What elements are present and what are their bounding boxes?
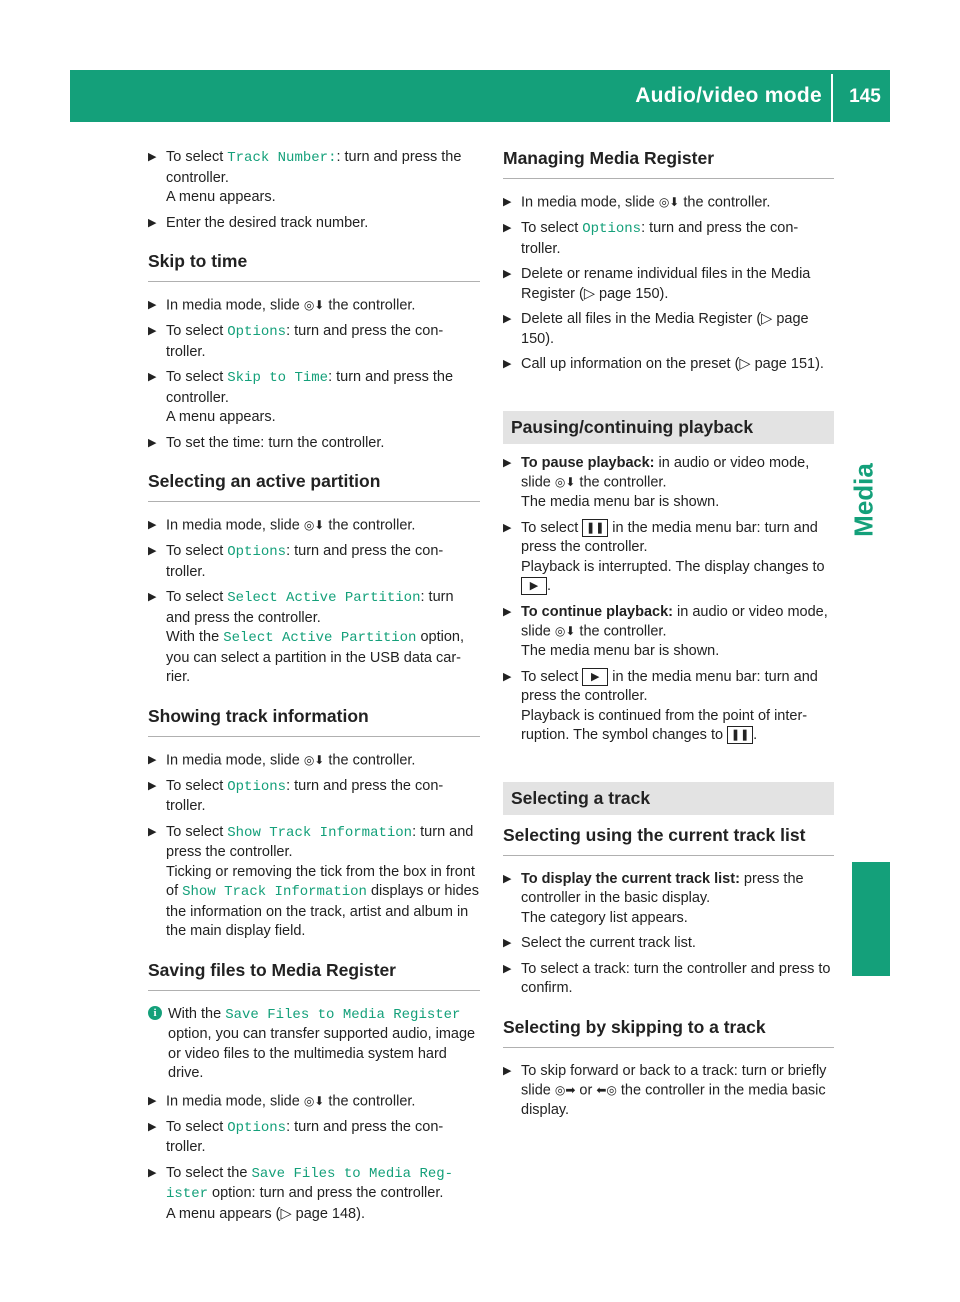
text-run: To set the time: turn the controller.: [166, 434, 385, 451]
pause-icon: ❚❚: [727, 726, 753, 744]
side-label-text: Media: [848, 463, 879, 537]
list-item: [148, 214, 480, 234]
text-run: the controller.: [575, 474, 667, 491]
menu-option-label: Skip to Time: [227, 370, 329, 387]
bold-label: To continue playback:: [521, 603, 674, 620]
list-item: [148, 148, 480, 208]
menu-option-label: Show Track Information: [227, 824, 413, 841]
spacer: [148, 239, 480, 251]
text-run: In media mode, slide: [166, 1093, 304, 1110]
text-run: To select: [521, 668, 583, 685]
text-run: in the media menu bar: turn and press the controller.: [521, 668, 818, 705]
text-run: : turn and press the con-troller.: [166, 1118, 444, 1156]
text-run: With the: [166, 629, 224, 646]
text-run: To select: [166, 369, 228, 386]
menu-option-label: Show Track Information: [182, 884, 367, 901]
text-run: Select the current track list.: [521, 935, 696, 952]
instruction-list: [148, 516, 480, 688]
list-item: [503, 310, 834, 349]
list-item: [503, 355, 834, 375]
text-run: To select: [166, 543, 228, 560]
text-run: or: [575, 1082, 597, 1099]
list-item: [148, 751, 480, 771]
text-run: In media mode, slide: [166, 297, 304, 314]
play-icon: ▶: [521, 577, 547, 595]
text-run: : turn and press the con-troller.: [166, 323, 444, 360]
text-run: option, you can select a partition in the USB data car-rier.: [166, 629, 465, 686]
bold-label: To pause playback:: [521, 454, 655, 471]
list-item: [148, 1092, 480, 1112]
controller-icon: ◎⬇: [303, 752, 325, 767]
text-run: the controller.: [679, 194, 771, 211]
text-run: To select: [521, 519, 583, 536]
instruction-list: [503, 870, 834, 999]
spacer: [503, 1005, 834, 1017]
list-item: [148, 434, 480, 454]
menu-option-label: Select Active Partition: [227, 590, 421, 607]
text-run: the controller.: [324, 517, 416, 534]
text-run: the controller.: [324, 1093, 416, 1110]
side-tab: [852, 862, 890, 976]
text-run: To select the: [166, 1164, 252, 1181]
text-run: To skip forward or back to a track: turn or briefly slide: [521, 1062, 827, 1099]
spacer: [503, 752, 834, 782]
text-run: in the media menu bar: turn and press the controller.: [521, 519, 818, 556]
text-run: To select: [166, 823, 228, 840]
menu-option-label: Options: [227, 324, 287, 341]
list-item: [503, 219, 834, 259]
list-item: [503, 870, 834, 929]
result-text: The category list appears.: [521, 909, 688, 926]
list-item: [503, 519, 834, 597]
result-text: A menu appears (▷ page 148).: [166, 1205, 365, 1222]
text-run: .: [753, 727, 758, 744]
text-run: Call up information on the preset (▷ page 151).: [521, 356, 824, 373]
list-item: [148, 588, 480, 688]
text-run: option: turn and press the controller.: [208, 1185, 444, 1202]
text-run: Delete or rename individual files in the Media Register (▷ page 150).: [521, 266, 811, 302]
text-run: Playback is continued from the point of inter-ruption. The symbol changes to: [521, 707, 808, 744]
controller-icon: ◎⬇: [303, 298, 325, 312]
result-text: A menu appears.: [166, 189, 276, 205]
text-run: To select a track: turn the controller and press to confirm.: [521, 960, 831, 997]
section-heading: Pausing/continuing playback: [503, 411, 834, 444]
list-item: [148, 823, 480, 942]
text-run: : turn and press the con-troller.: [166, 777, 444, 815]
text-run: the controller.: [324, 752, 416, 769]
menu-option-label: Track Number:: [227, 150, 337, 166]
list-item: [148, 542, 480, 582]
text-run: : turn and press the controller.: [166, 823, 474, 861]
list-item: [148, 777, 480, 817]
list-item: [148, 1118, 480, 1158]
spacer: [148, 948, 480, 960]
list-item: [148, 296, 480, 316]
instruction-list: [148, 751, 480, 942]
text-run: Enter the desired track number.: [166, 214, 369, 231]
text-run: Delete all files in the Media Register (▷ page 150).: [521, 311, 809, 347]
text-run: in audio or video mode, slide: [521, 603, 828, 640]
section-heading: Selecting an active partition: [148, 471, 480, 502]
text-run: In media mode, slide: [521, 194, 659, 211]
controller-icon: ⬅◎: [596, 1083, 617, 1098]
controller-icon: ◎⬇: [303, 518, 325, 533]
menu-option-label: Save Files to Media Register: [225, 1006, 461, 1023]
header-divider: [831, 74, 833, 122]
section-heading: Selecting a track: [503, 782, 834, 815]
instruction-list: [148, 148, 480, 233]
text-run: In media mode, slide: [166, 517, 304, 534]
info-note: [148, 1005, 480, 1084]
text-run: : turn and press the controller.: [166, 369, 454, 406]
text-run: the controller.: [575, 623, 667, 640]
list-item: [503, 934, 834, 954]
list-item: [503, 960, 834, 999]
text-run: in audio or video mode, slide: [521, 454, 810, 491]
section-heading: Skip to time: [148, 251, 480, 282]
text-run: To select: [166, 323, 228, 340]
section-heading: Managing Media Register: [503, 148, 834, 179]
text-run: : turn and press the controller.: [166, 149, 462, 186]
bold-label: To display the current track list:: [521, 870, 740, 887]
section-heading: Showing track information: [148, 706, 480, 737]
play-icon: ▶: [582, 668, 608, 686]
menu-option-label: Options: [582, 221, 642, 238]
text-run: the controller.: [324, 297, 416, 314]
section-heading: Selecting using the current track list: [503, 825, 834, 856]
menu-option-label: Options: [227, 544, 287, 561]
info-icon: i: [148, 1006, 162, 1020]
text-run: In media mode, slide: [166, 752, 304, 769]
side-label: [840, 445, 888, 555]
instruction-list: [148, 296, 480, 453]
text-run: To select: [166, 1118, 228, 1135]
text-run: displays or hides the information on the track, artist and album in the main display field.: [166, 883, 479, 940]
list-item: [503, 265, 834, 304]
section-heading: Selecting by skipping to a track: [503, 1017, 834, 1048]
instruction-list: [503, 193, 834, 375]
controller-icon: ◎⬇: [303, 1093, 325, 1108]
text-run: option, you can transfer supported audio, image or video files to the multimedia system hard drive.: [168, 1026, 476, 1082]
controller-icon: ◎⬇: [554, 624, 576, 639]
menu-option-label: Options: [227, 1119, 287, 1136]
list-item: [503, 603, 834, 662]
result-text: The media menu bar is shown.: [521, 643, 720, 660]
text-run: the controller in the media basic display.: [521, 1082, 826, 1119]
list-item: [503, 668, 834, 746]
list-item: [148, 322, 480, 362]
text-run: To select: [521, 220, 583, 237]
text-run: To select: [166, 589, 228, 606]
controller-icon: ◎⬇: [554, 475, 576, 490]
spacer: [148, 459, 480, 471]
instruction-list: [503, 1062, 834, 1121]
text-run: : turn and press the con-troller.: [166, 543, 444, 580]
menu-option-label: Options: [227, 778, 287, 795]
result-text: The media menu bar is shown.: [521, 494, 720, 511]
text-run: Ticking or removing the tick from the box in front of: [166, 863, 475, 900]
text-run: Playback is interrupted. The display changes to: [521, 558, 825, 575]
menu-option-label: Save Files to Media Reg‐ister: [166, 1165, 454, 1203]
text-run: press the controller in the basic display.: [521, 870, 804, 907]
menu-option-label: Select Active Partition: [223, 630, 417, 647]
result-text: A menu appears.: [166, 409, 276, 426]
list-item: [148, 368, 480, 428]
section-heading: Saving files to Media Register: [148, 960, 480, 991]
page-title: Audio/video mode: [635, 84, 822, 107]
instruction-list: [503, 454, 834, 746]
left-column: [148, 148, 480, 1230]
instruction-list: [148, 1092, 480, 1225]
pause-icon: ❚❚: [582, 519, 608, 537]
list-item: [148, 1164, 480, 1225]
spacer: [148, 694, 480, 706]
page-number: 145: [849, 86, 881, 107]
text-run: To select: [166, 149, 228, 165]
text-run: .: [547, 578, 552, 595]
spacer: [503, 381, 834, 411]
text-run: : turn and press the con-troller.: [521, 220, 799, 257]
right-column: [503, 148, 834, 1127]
list-item: [503, 193, 834, 213]
text-run: To select: [166, 777, 228, 794]
text-run: : turn and press the controller.: [166, 589, 454, 626]
list-item: [503, 454, 834, 513]
text-run: With the: [168, 1005, 226, 1022]
list-item: [503, 1062, 834, 1121]
controller-icon: ◎⬇: [658, 195, 680, 209]
controller-icon: ◎➡: [554, 1083, 576, 1098]
list-item: [148, 516, 480, 536]
